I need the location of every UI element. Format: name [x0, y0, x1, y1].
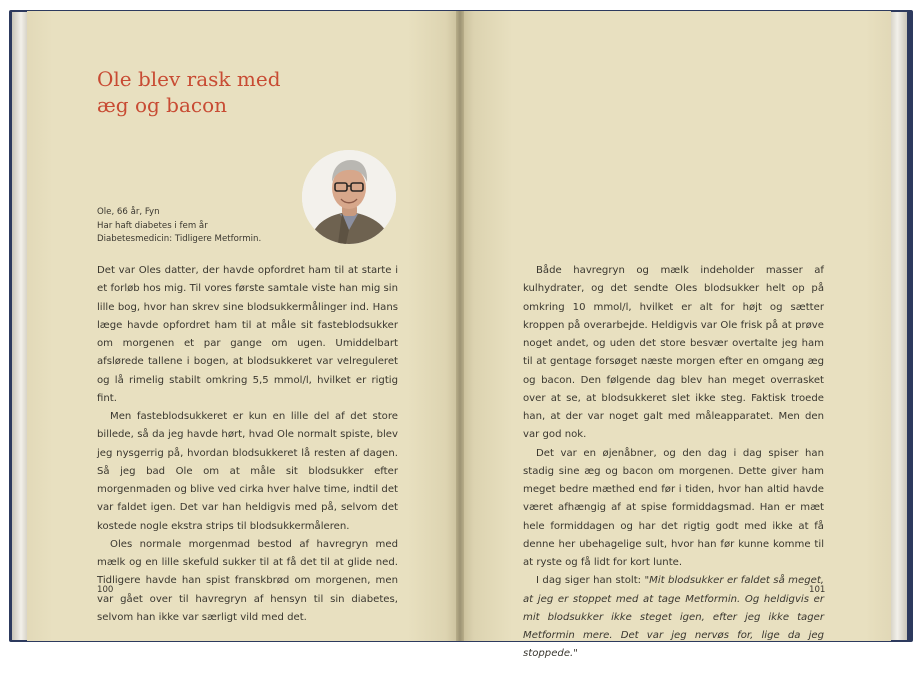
page-number-right: 101 — [809, 585, 826, 595]
profile-line: Har haft diabetes i fem år — [97, 220, 208, 231]
chapter-title — [97, 66, 347, 118]
spine-gutter — [456, 11, 464, 641]
paragraph: Både havregryn og mælk indeholder masser af kulhydrater, og det sendte Oles blodsukker helt op på omkring 10 mmol/l, hvilket er alt for højt og sætter kroppen på overarbejde. Heldigvis var Ole frisk på at prøve noget andet, og uden det store besvær overtalte jeg ham til at gentage forsøget næste morgen efter en omgang æg og bacon. Den følgende dag blev han meget overrasket over at se, at blodsukkeret slet ikke steg. Faktisk troede han, at der var noget galt med måleapparatet. Men den var god nok. — [523, 265, 824, 441]
quote-intro: I dag siger han stolt: — [536, 575, 645, 587]
paragraph: Oles normale morgenmad bestod af havregryn med mælk og en lille skefuld sukker til at få det til at glide ned. Tidligere havde han spist franskbrød om morgenen, men var gået over til havregryn af hensyn til sin diabetes, selvom han ikke var særligt vild med det. — [97, 538, 398, 623]
page-number-left: 100 — [97, 585, 114, 595]
right-page-edge — [891, 12, 907, 640]
profile-line: Ole, 66 år, Fyn — [97, 207, 160, 217]
paragraph: Det var Oles datter, der havde opfordret ham til at starte i et forløb hos mig. Til vores første samtale viste han mig sin lille bog, hvor han skrev sine blodsukkermålinger ind. Hans læge havde opfordret ham til at måle sit fasteblodsukker om morgenen et par gange om ugen. Umiddelbart afslørede tallene i bogen, at blodsukkeret var velreguleret og lå rimelig stabilt omkring 5,5 mmol/l, hvilket er rigtig fint. — [97, 265, 398, 404]
chapter-title-line: Ole blev rask med — [97, 67, 281, 91]
person-profile — [97, 206, 261, 247]
quote-paragraph — [523, 572, 824, 663]
chapter-title-line: æg og bacon — [97, 93, 228, 117]
left-page-edge — [12, 12, 27, 640]
left-body-text — [97, 262, 398, 627]
portrait-photo — [302, 150, 396, 244]
paragraph: Men fasteblodsukkeret er kun en lille del af det store billede, så da jeg havde hørt, hvad Ole normalt spiste, blev jeg nysgerrig på, hvordan blodsukkeret lå resten af dagen. Så jeg bad Ole om at måle sit blodsukker efter morgenmaden og blive ved cirka hver halve time, indtil det var faldet igen. Det var han heldigvis med på, selvom det kostede nogle ekstra strips til blodsukkermåleren. — [97, 411, 398, 532]
right-body-text — [523, 262, 824, 664]
profile-line: Diabetesmedicin: Tidligere Metformin. — [97, 234, 262, 244]
quote-text: "Mit blodsukker er faldet så meget, at jeg er stoppet med at tage Metformin. Og heldigvis er mit blodsukker ikke steget igen, efter jeg ikke tager Metformin mere. Det var jeg nervøs for, lige da jeg stoppede." — [523, 575, 825, 660]
portrait-image — [302, 150, 396, 244]
paragraph: Det var en øjenåbner, og den dag i dag spiser han stadig sine æg og bacon om morgenen. Dette giver ham meget bedre mæthed end før i tiden, hvor han altid havde været afhængig af at spise formiddagsmad. Han er mæt hele formiddagen og har det rigtig godt med ikke at få denne her ubehagelige sult, hvor han før kunne komme til at ryste og få lidt for kort lunte. — [523, 447, 824, 568]
